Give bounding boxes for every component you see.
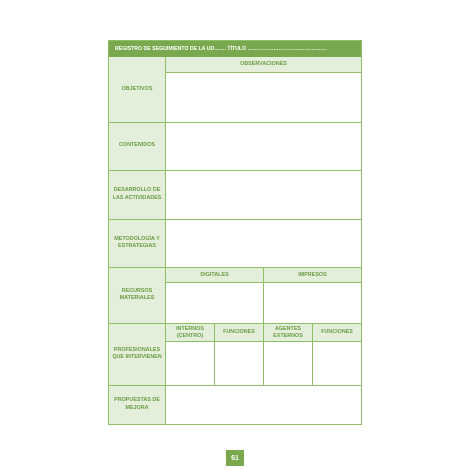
funciones-field-1[interactable] — [215, 342, 263, 385]
divider — [109, 122, 361, 123]
row-label-objetivos: OBJETIVOS — [109, 57, 165, 122]
contenidos-field[interactable] — [166, 123, 361, 170]
row-label-profesionales: PROFESIONALES QUE INTERVIENEN — [109, 323, 165, 385]
divider — [109, 219, 361, 220]
row-label-contenidos: CONTENIDOS — [109, 122, 165, 170]
divider — [109, 267, 361, 268]
funciones-header-2: FUNCIONES — [313, 324, 361, 341]
divider — [214, 323, 215, 385]
divider — [165, 57, 166, 424]
internos-field[interactable] — [166, 342, 214, 385]
divider — [166, 72, 361, 73]
divider — [109, 323, 361, 324]
divider — [263, 267, 264, 323]
recursos-digitales-header: DIGITALES — [166, 268, 263, 282]
form-header: REGISTRO DE SEGUIMIENTO DE LA UD……. TÍTULO ………………………………………. — [109, 41, 361, 57]
metodologia-field[interactable] — [166, 220, 361, 267]
row-label-metodologia: METODOLOGÍA Y ESTRATEGIAS — [109, 219, 165, 267]
tracking-form — [108, 40, 362, 425]
desarrollo-field[interactable] — [166, 171, 361, 219]
divider — [109, 170, 361, 171]
recursos-digitales-field[interactable] — [166, 283, 263, 323]
objetivos-field[interactable] — [166, 73, 361, 122]
row-label-desarrollo: DESARROLLO DE LAS ACTIVIDADES — [109, 170, 165, 219]
row-label-propuestas: PROPUESTAS DE MEJORA — [109, 385, 165, 424]
recursos-impresos-field[interactable] — [264, 283, 361, 323]
page-number: 61 — [226, 450, 244, 466]
divider — [263, 323, 264, 385]
funciones-field-2[interactable] — [313, 342, 361, 385]
divider — [312, 323, 313, 385]
divider — [109, 385, 361, 386]
externos-field[interactable] — [264, 342, 312, 385]
recursos-impresos-header: IMPRESOS — [264, 268, 361, 282]
internos-header: INTERNOS (CENTRO) — [166, 324, 214, 341]
externos-header: AGENTES EXTERNOS — [264, 324, 312, 341]
observaciones-header: OBSERVACIONES — [166, 57, 361, 72]
funciones-header-1: FUNCIONES — [215, 324, 263, 341]
propuestas-field[interactable] — [166, 386, 361, 424]
row-label-recursos: RECURSOS MATERIALES — [109, 267, 165, 323]
